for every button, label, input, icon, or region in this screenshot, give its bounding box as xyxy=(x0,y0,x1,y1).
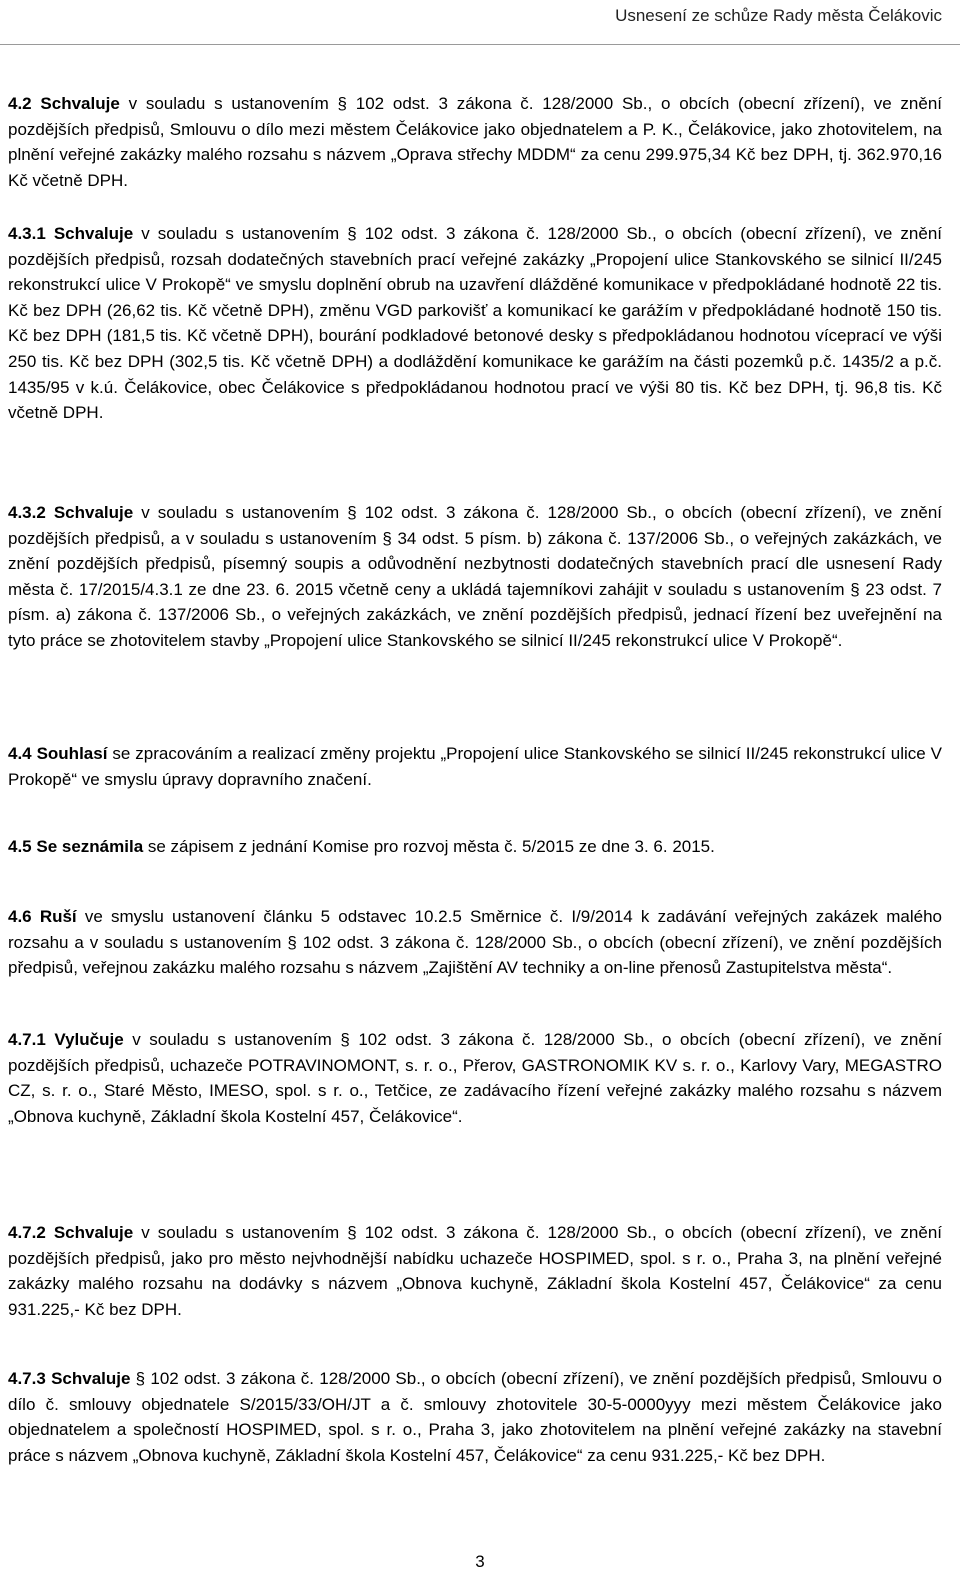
resolution-text: § 102 odst. 3 zákona č. 128/2000 Sb., o obcích (obecní zřízení), ve znění pozdějších předpisů, Smlouvu o dílo č. smlouvy objednatele S/2015/33/OH/JT a č. smlouvy zhotovitele 30-5-0000yyy mezi městem Čelákovice jako objednatelem a společností HOSPIMED, spol. s r. o., Praha 3, jako zhotovitelem na plnění veřejné zakázky na stavební práce s názvem „Obnova kuchyně, Základní škola Kostelní 457, Čelákovice“ za cenu 931.225,- Kč bez DPH. xyxy=(8,1369,942,1465)
resolution-verb: Ruší xyxy=(39,907,77,926)
resolution-verb: Schvaluje xyxy=(51,1369,131,1388)
resolution-verb: Schvaluje xyxy=(40,94,120,113)
resolution-verb: Schvaluje xyxy=(53,1223,134,1242)
resolution-number: 4.6 xyxy=(8,907,32,926)
header-divider xyxy=(0,44,960,45)
resolution-number: 4.7.2 xyxy=(8,1223,46,1242)
resolution-verb: Schvaluje xyxy=(53,224,134,243)
resolution-4-7-3 xyxy=(8,1366,942,1468)
resolution-text: ve smyslu ustanovení článku 5 odstavec 10.2.5 Směrnice č. I/9/2014 k zadávání veřejných zakázek malého rozsahu a v souladu s ustanovením § 102 odst. 3 zákona č. 128/2000 Sb., o obcích (obecní zřízení), ve znění pozdějších předpisů, veřejnou zakázku malého rozsahu s názvem „Zajištění AV techniky a on-line přenosů Zastupitelstva města“. xyxy=(8,907,942,978)
resolution-4-5 xyxy=(8,834,942,860)
resolution-number: 4.7.3 xyxy=(8,1369,46,1388)
resolution-verb: Vylučuje xyxy=(54,1030,124,1049)
resolution-number: 4.5 xyxy=(8,837,32,856)
resolution-4-3-2 xyxy=(8,500,942,654)
resolution-text: v souladu s ustanovením § 102 odst. 3 zákona č. 128/2000 Sb., o obcích (obecní zřízení), ve znění pozdějších předpisů, a v souladu s ustanovením § 34 odst. 5 písm. b) zákona č. 137/2006 Sb., o veřejných zakázkách, ve znění pozdějších předpisů, písemný soupis a odůvodnění nezbytnosti dodatečných stavebních prací dle usnesení Rady města č. 17/2015/4.3.1 ze dne 23. 6. 2015 včetně ceny a ukládá tajemníkovi zahájit v souladu s ustanovením § 23 odst. 7 písm. a) zákona č. 137/2006 Sb., o veřejných zakázkách, ve znění pozdějších předpisů, jednací řízení bez uveřejnění na tyto práce se zhotovitelem stavby „Propojení ulice Stankovského se silnicí II/245 rekonstrukcí ulice V Prokopě“. xyxy=(8,503,942,650)
resolution-text: v souladu s ustanovením § 102 odst. 3 zákona č. 128/2000 Sb., o obcích (obecní zřízení), ve znění pozdějších předpisů, rozsah dodatečných stavebních prací veřejné zakázky „Propojení ulice Stankovského se silnicí II/245 rekonstrukcí ulice V Prokopě“ ve smyslu doplnění obrub na uzavření dlážděné komunikace v předpokládané hodnotě 22 tis. Kč bez DPH (26,62 tis. Kč včetně DPH), změnu VGD parkovišť a komunikací ke garážím v předpokládané hodnotě 150 tis. Kč bez DPH (181,5 tis. Kč včetně DPH), bourání podkladové betonové desky s předpokládanou hodnotou víceprací ve výši 250 tis. Kč bez DPH (302,5 tis. Kč včetně DPH) a dodláždění komunikace ke garážím na části pozemků p.č. 1435/2 a p.č. 1435/95 v k.ú. Čelákovice, obec Čelákovice s předpokládanou hodnotou prací ve výši 80 tis. Kč bez DPH, tj. 96,8 tis. Kč včetně DPH. xyxy=(8,224,942,423)
resolution-number: 4.7.1 xyxy=(8,1030,46,1049)
document-header-title: Usnesení ze schůze Rady města Čelákovic xyxy=(615,6,942,25)
resolution-text: v souladu s ustanovením § 102 odst. 3 zákona č. 128/2000 Sb., o obcích (obecní zřízení), ve znění pozdějších předpisů, uchazeče POTRAVINOMONT, s. r. o., Přerov, GASTRONOMIK KV s. r. o., Karlovy Vary, MEGASTRO CZ, s. r. o., Staré Město, IMESO, spol. s r. o., Tetčice, ze zadávacího řízení veřejné zakázky malého rozsahu s názvem „Obnova kuchyně, Základní škola Kostelní 457, Čelákovice“. xyxy=(8,1030,942,1126)
resolution-text: se zápisem z jednání Komise pro rozvoj města č. 5/2015 ze dne 3. 6. 2015. xyxy=(143,837,715,856)
resolution-number: 4.3.1 xyxy=(8,224,46,243)
resolution-4-3-1 xyxy=(8,221,942,426)
resolution-4-7-2 xyxy=(8,1220,942,1322)
resolution-4-4 xyxy=(8,741,942,792)
resolution-number: 4.2 xyxy=(8,94,32,113)
resolution-text: v souladu s ustanovením § 102 odst. 3 zákona č. 128/2000 Sb., o obcích (obecní zřízení), ve znění pozdějších předpisů, Smlouvu o dílo mezi městem Čelákovice jako objednatelem a P. K., Čelákovice, jako zhotovitelem, na plnění veřejné zakázky malého rozsahu s názvem „Oprava střechy MDDM“ za cenu 299.975,34 Kč bez DPH, tj. 362.970,16 Kč včetně DPH. xyxy=(8,94,942,190)
resolution-text: v souladu s ustanovením § 102 odst. 3 zákona č. 128/2000 Sb., o obcích (obecní zřízení), ve znění pozdějších předpisů, jako pro město nejvhodnější nabídku uchazeče HOSPIMED, spol. s r. o., Praha 3, na plnění veřejné zakázky malého rozsahu na dodávky s názvem „Obnova kuchyně, Základní škola Kostelní 457, Čelákovice“ za cenu 931.225,- Kč bez DPH. xyxy=(8,1223,942,1319)
resolution-number: 4.3.2 xyxy=(8,503,46,522)
resolution-4-2 xyxy=(8,91,942,193)
resolution-number: 4.4 xyxy=(8,744,32,763)
resolution-4-6 xyxy=(8,904,942,981)
resolution-verb: Souhlasí xyxy=(36,744,108,763)
resolution-verb: Schvaluje xyxy=(53,503,134,522)
resolution-verb: Se seznámila xyxy=(36,837,144,856)
resolution-text: se zpracováním a realizací změny projektu „Propojení ulice Stankovského se silnicí II/245 rekonstrukcí ulice V Prokopě“ ve smyslu úpravy dopravního značení. xyxy=(8,744,942,789)
resolution-4-7-1 xyxy=(8,1027,942,1129)
page-number: 3 xyxy=(475,1552,485,1571)
